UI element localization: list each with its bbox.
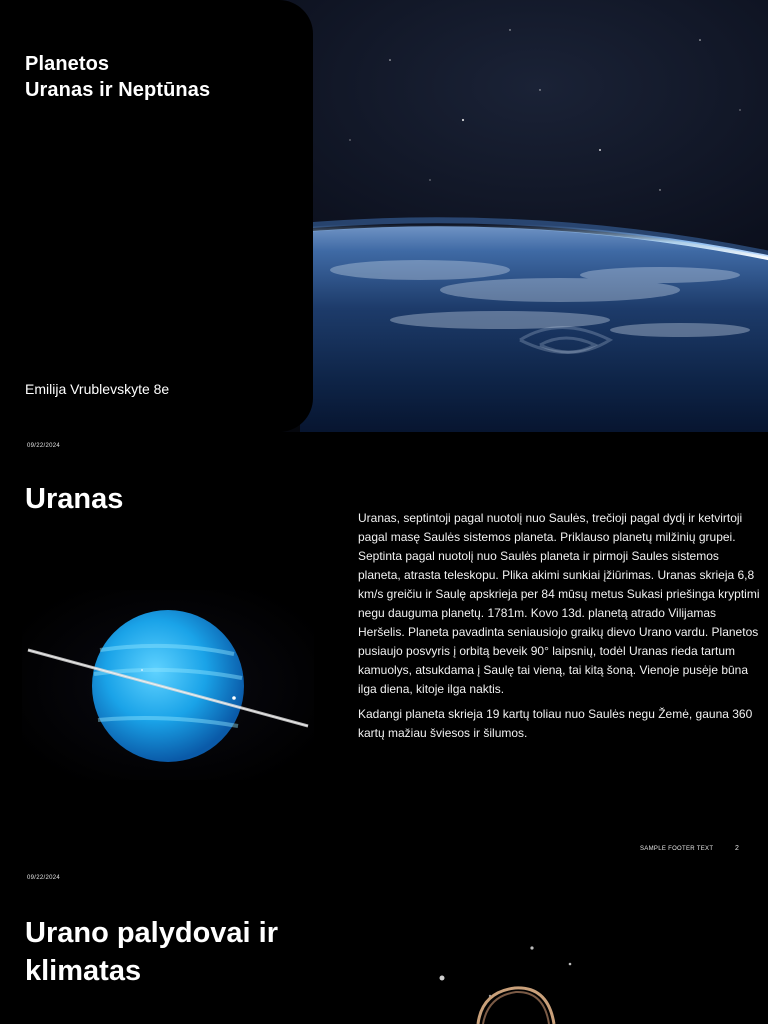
slide-date: 09/22/2024 bbox=[27, 443, 61, 449]
uranus-image bbox=[22, 590, 314, 780]
slide-heading: Uranas bbox=[25, 483, 124, 515]
author-name: Emilija Vrublevskyte 8e bbox=[25, 381, 170, 397]
page-number: 2 bbox=[735, 845, 739, 852]
paragraph: Uranas, septintoji pagal nuotolį nuo Saulės, trečioji pagal dydį ir ketvirtoji pagal masę Saulės sistemos planeta. Priklauso planetų milžinių grupei. Septinta pagal nuotolį nuo Saulės planeta ir pirmoji Saules sistemos planeta, atrasta teleskopu. Plika akimi sunkiai įžiūrimas. Uranas skrieja 6,8 km/s greičiu ir Saulę apskrieja per 84 mūsų metus Sukasi priešinga kryptimi negu dauguma planetų. 1781m. Kovo 13d. planetą atrado Vilijamas Heršelis. Planeta pavadinta seniausiojo graikų dievo Urano vardu. Planetos pusiaujo posvyris į orbitą beveik 90° laipsnių, todėl Uranas rieda tartum kamuolys, atsukdama į Saulę tai vieną, tai kitą šoną. Vienoje pusėje būna ilga diena, kitoje ilga naktis. bbox=[358, 511, 760, 696]
slide-date: 09/22/2024 bbox=[27, 875, 61, 881]
heading-line-2: klimatas bbox=[25, 955, 142, 987]
heading-line-1: Urano palydovai ir bbox=[25, 917, 279, 949]
presentation-title bbox=[25, 51, 210, 103]
title-slide bbox=[0, 0, 768, 432]
uranus-description bbox=[358, 509, 762, 749]
uranus-slide bbox=[0, 432, 768, 864]
footer-text: SAMPLE FOOTER TEXT bbox=[640, 846, 714, 852]
slide-heading bbox=[25, 914, 325, 990]
uranus-moons-image bbox=[420, 934, 620, 1024]
title-line-2: Uranas ir Neptūnas bbox=[25, 79, 211, 101]
title-line-1: Planetos bbox=[25, 53, 110, 75]
paragraph: Kadangi planeta skrieja 19 kartų toliau nuo Saulės negu Žemė, gauna 360 kartų mažiau šviesos ir šilumos. bbox=[358, 707, 753, 740]
moons-slide bbox=[0, 864, 768, 1024]
